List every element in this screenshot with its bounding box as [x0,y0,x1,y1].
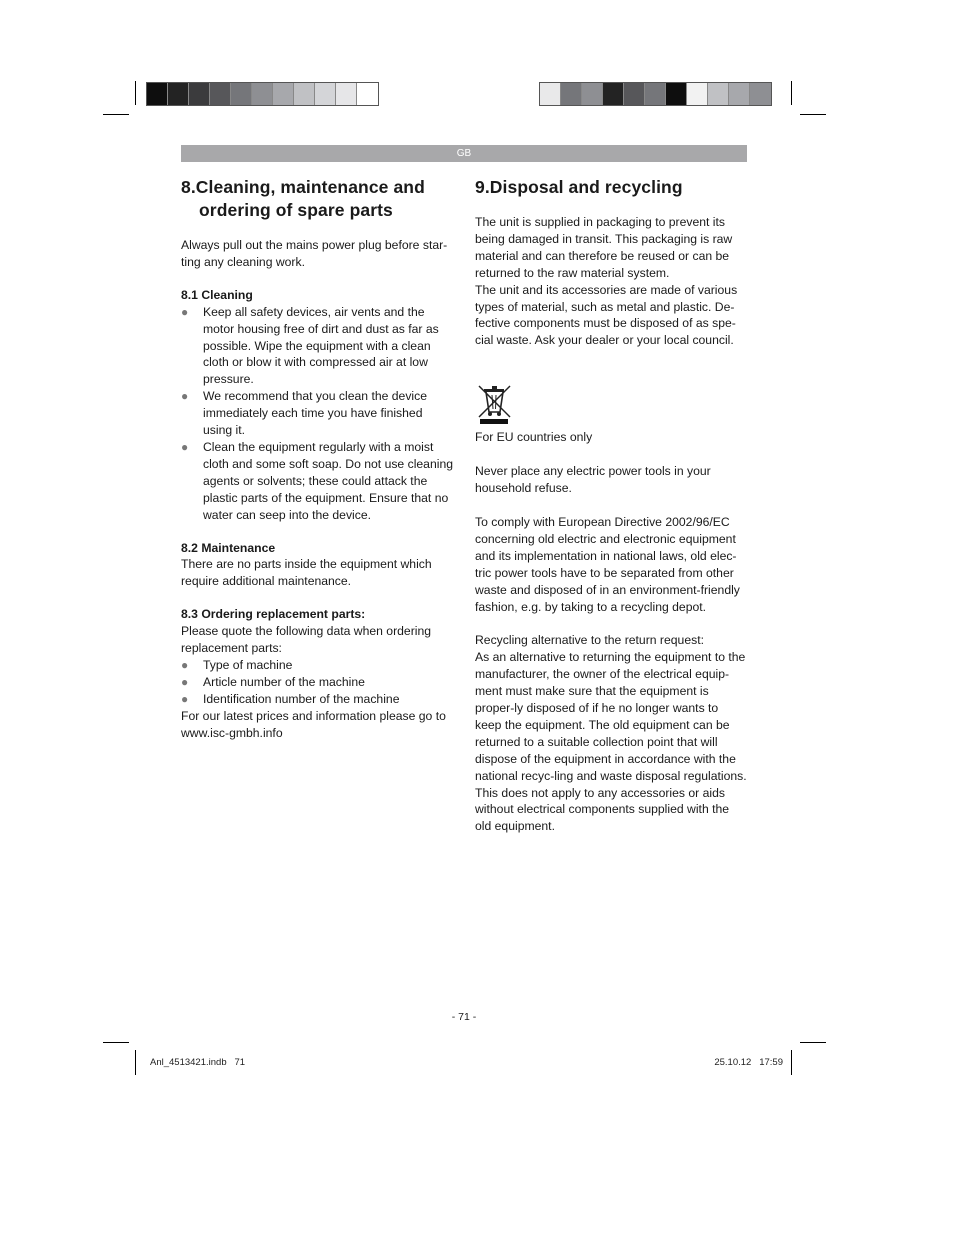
list-item-text: Article number of the machine [203,674,365,689]
page-number: - 71 - [451,1011,477,1023]
timestamp: 25.10.12 17:59 [714,1057,783,1068]
list-item-text: Clean the equipment regularly with a moist cloth and some soft soap. Do not use cleaning agents or solvents; these could attack the plastic parts of the equipment. Ensure that no water can seep into the device. [203,439,453,522]
color-swatch [189,83,210,105]
color-swatch [561,83,582,105]
bullet-icon: ● [181,657,189,672]
language-bar [181,145,747,162]
bullet-icon: ● [181,389,189,404]
bullet-icon: ● [181,691,189,706]
color-calibration-bar-right [539,82,772,106]
disposal-paragraph-1: The unit is supplied in packaging to prevent its being damaged in transit. This packaging is raw material and can therefore be reused or can be returned to the raw material system. [475,215,733,280]
ordering-intro: Please quote the following data when ordering replacement parts: [181,624,432,656]
file-name: Anl_4513421.indb 71 [150,1057,246,1068]
language-label: GB [456,148,472,159]
ordering-outro: For our latest prices and information please go to www.isc-gmbh.info [181,708,446,740]
color-swatch [336,83,357,105]
color-swatch [357,83,378,105]
crop-mark [800,114,826,115]
intro-text: Always pull out the mains power plug before star-ting any cleaning work. [181,238,448,269]
bullet-icon: ● [181,439,189,454]
list-item-text: Type of machine [203,657,293,672]
ordering-list [181,657,454,708]
color-calibration-bar-left [146,82,379,106]
color-swatch [540,83,561,105]
cleaning-heading: 8.1 Cleaning [181,287,253,302]
color-swatch [603,83,624,105]
color-swatch [294,83,315,105]
maintenance-text: There are no parts inside the equipment which require additional maintenance. [181,557,432,589]
color-swatch [231,83,252,105]
list-item [181,388,454,439]
crop-mark [791,1050,792,1075]
color-swatch [210,83,231,105]
directive-text: To comply with European Directive 2002/96/EC concerning old electric and electronic equipment and its implementation in national laws, old elec-tric power tools have to be separated from other waste and disposed of in an environment-friendly fashion, e.g. by taking to a recycling depot. [475,514,740,614]
recycling-alternative-title: Recycling alternative to the return request: [475,633,704,648]
color-swatch [750,83,771,105]
never-place-text: Never place any electric power tools in your household refuse. [475,464,711,496]
color-swatch [624,83,645,105]
crop-mark [103,114,129,115]
color-swatch [687,83,708,105]
maintenance-heading: 8.2 Maintenance [181,540,276,555]
list-item-text: Identification number of the machine [203,691,400,706]
color-swatch [273,83,294,105]
color-swatch [645,83,666,105]
list-item [181,439,454,524]
list-item-text: Keep all safety devices, air vents and the motor housing free of dirt and dust as far as possible. Wipe the equipment with a clean cloth or blow it with compressed air at low pressure. [203,304,439,387]
color-swatch [708,83,729,105]
color-swatch [729,83,750,105]
list-item [181,691,454,708]
disposal-paragraph-2: The unit and its accessories are made of various types of material, such as metal and plastic. De-fective components must be disposed of as spe-cial waste. Ask your dealer or your local council. [475,282,738,348]
cleaning-list [181,304,454,524]
crossed-out-wheelie-bin-icon [475,382,515,424]
bullet-icon: ● [181,304,189,319]
color-swatch [252,83,273,105]
left-column [181,176,454,741]
bullet-icon: ● [181,674,189,689]
section-8-heading: 8.Cleaning, maintenance and ordering of spare parts [181,177,425,220]
color-swatch [315,83,336,105]
right-column [475,176,748,835]
crop-mark [791,81,792,105]
crop-mark [103,1042,129,1043]
section-9-heading: 9.Disposal and recycling [475,177,683,197]
color-swatch [147,83,168,105]
ordering-heading: 8.3 Ordering replacement parts: [181,607,366,622]
list-item [181,657,454,674]
recycling-alternative-text: As an alternative to returning the equipment to the manufacturer, the owner of the electrical equip-ment must make sure that the equipment is proper-ly disposed of if he no longer wants to keep the equipment. The old equipment can be returned to a suitable collection point that will dispose of the equipment in accordance with the national recyc-ling and waste disposal regulations. This does not apply to any accessories or aids without electrical components supplied with the old equipment. [475,650,747,834]
color-swatch [168,83,189,105]
color-swatch [582,83,603,105]
crop-mark [800,1042,826,1043]
eu-only-text: For EU countries only [475,430,593,445]
list-item-text: We recommend that you clean the device immediately each time you have finished using it. [203,389,428,438]
color-swatch [666,83,687,105]
list-item [181,674,454,691]
crop-mark [135,81,136,105]
crop-mark [135,1050,136,1075]
list-item [181,304,454,389]
